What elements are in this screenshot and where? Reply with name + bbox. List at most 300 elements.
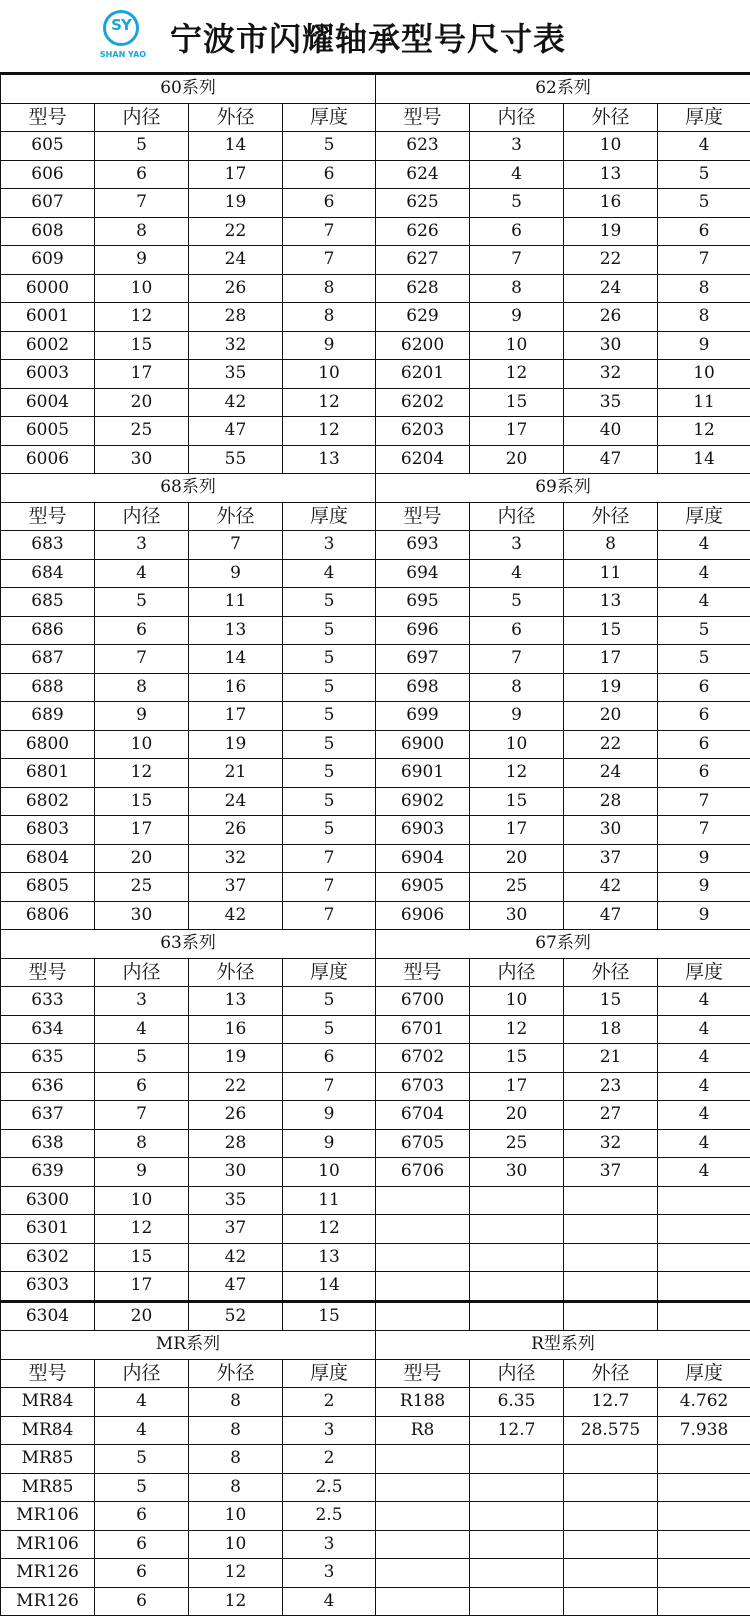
column-header-inner-diameter: 内径 (470, 1359, 564, 1388)
cell-thickness: 4 (658, 559, 750, 588)
column-header-thickness: 厚度 (283, 958, 376, 987)
cell-thickness: 5 (658, 645, 750, 674)
cell-thickness: 7 (283, 873, 376, 902)
cell-outer-diameter: 35 (189, 360, 283, 389)
column-header-inner-diameter: 内径 (95, 1359, 189, 1388)
cell-inner-diameter: 17 (470, 816, 564, 845)
cell-thickness: 5 (283, 702, 376, 731)
cell-outer-diameter: 12 (189, 1587, 283, 1616)
cell-inner-diameter (470, 1301, 564, 1331)
cell-outer-diameter: 30 (564, 816, 658, 845)
table-row (1, 873, 750, 902)
cell-thickness: 4.762 (658, 1388, 750, 1417)
table-row (1, 787, 750, 816)
cell-inner-diameter: 9 (470, 303, 564, 332)
cell-outer-diameter (564, 1559, 658, 1588)
cell-model: 625 (376, 189, 470, 218)
cell-outer-diameter: 47 (189, 1272, 283, 1302)
cell-thickness: 7 (283, 217, 376, 246)
cell-thickness: 7 (283, 901, 376, 930)
cell-thickness: 4 (658, 987, 750, 1016)
cell-inner-diameter: 12 (470, 1015, 564, 1044)
cell-model: MR85 (1, 1445, 95, 1474)
cell-thickness: 6 (658, 673, 750, 702)
cell-inner-diameter: 12 (95, 1215, 189, 1244)
cell-thickness: 13 (283, 1243, 376, 1272)
cell-thickness: 10 (283, 1158, 376, 1187)
cell-outer-diameter (564, 1186, 658, 1215)
column-header-outer-diameter: 外径 (564, 958, 658, 987)
series-title-row (1, 1331, 750, 1360)
cell-model: 6703 (376, 1072, 470, 1101)
column-header-model: 型号 (376, 502, 470, 531)
table-row (1, 645, 750, 674)
cell-inner-diameter: 3 (470, 132, 564, 161)
cell-thickness (658, 1473, 750, 1502)
series-title: 63系列 (1, 930, 376, 959)
series-title-row (1, 75, 750, 104)
cell-outer-diameter: 11 (189, 588, 283, 617)
cell-thickness: 7 (658, 816, 750, 845)
cell-inner-diameter: 12 (95, 303, 189, 332)
cell-outer-diameter: 26 (189, 1101, 283, 1130)
cell-outer-diameter: 11 (564, 559, 658, 588)
cell-thickness: 5 (658, 189, 750, 218)
page-title: 宁波市闪耀轴承型号尺寸表 (170, 20, 567, 58)
cell-model: 6204 (376, 445, 470, 474)
cell-inner-diameter: 17 (95, 360, 189, 389)
cell-inner-diameter (470, 1502, 564, 1531)
cell-thickness (658, 1502, 750, 1531)
cell-model (376, 1272, 470, 1302)
table-row (1, 1587, 750, 1616)
cell-outer-diameter: 16 (189, 673, 283, 702)
cell-outer-diameter: 47 (564, 445, 658, 474)
cell-thickness: 2.5 (283, 1502, 376, 1531)
cell-inner-diameter: 6 (95, 1502, 189, 1531)
table-row (1, 189, 750, 218)
cell-outer-diameter: 13 (564, 160, 658, 189)
cell-inner-diameter (470, 1559, 564, 1588)
cell-model (376, 1530, 470, 1559)
cell-model: 694 (376, 559, 470, 588)
cell-thickness: 7 (283, 844, 376, 873)
cell-inner-diameter: 12 (470, 759, 564, 788)
cell-model: 6003 (1, 360, 95, 389)
cell-model: 635 (1, 1044, 95, 1073)
cell-inner-diameter: 10 (470, 331, 564, 360)
cell-inner-diameter: 30 (95, 901, 189, 930)
cell-inner-diameter: 9 (95, 1158, 189, 1187)
cell-inner-diameter: 4 (470, 559, 564, 588)
cell-thickness (658, 1445, 750, 1474)
cell-thickness: 4 (658, 588, 750, 617)
cell-outer-diameter (564, 1215, 658, 1244)
column-header-thickness: 厚度 (283, 103, 376, 132)
cell-inner-diameter (470, 1587, 564, 1616)
cell-model: 6804 (1, 844, 95, 873)
column-header-inner-diameter: 内径 (470, 103, 564, 132)
cell-outer-diameter: 24 (189, 787, 283, 816)
cell-thickness (658, 1301, 750, 1331)
cell-outer-diameter: 21 (564, 1044, 658, 1073)
cell-inner-diameter: 9 (95, 702, 189, 731)
cell-outer-diameter: 37 (189, 873, 283, 902)
cell-thickness: 10 (658, 360, 750, 389)
cell-outer-diameter: 37 (564, 844, 658, 873)
cell-inner-diameter: 5 (95, 1473, 189, 1502)
cell-model: 633 (1, 987, 95, 1016)
table-row (1, 1243, 750, 1272)
cell-inner-diameter: 6 (95, 616, 189, 645)
cell-model: R8 (376, 1416, 470, 1445)
cell-outer-diameter: 26 (564, 303, 658, 332)
cell-model: 689 (1, 702, 95, 731)
column-header-row (1, 1359, 750, 1388)
cell-outer-diameter: 42 (189, 388, 283, 417)
cell-thickness: 4 (658, 132, 750, 161)
logo-letters: SY (111, 16, 131, 34)
cell-model (376, 1559, 470, 1588)
cell-inner-diameter: 7 (470, 645, 564, 674)
cell-model (376, 1587, 470, 1616)
cell-outer-diameter: 15 (564, 616, 658, 645)
cell-inner-diameter: 8 (95, 673, 189, 702)
column-header-inner-diameter: 内径 (95, 502, 189, 531)
column-header-inner-diameter: 内径 (470, 502, 564, 531)
cell-outer-diameter: 7 (189, 531, 283, 560)
cell-outer-diameter: 55 (189, 445, 283, 474)
cell-model (376, 1301, 470, 1331)
series-title-row (1, 474, 750, 503)
cell-outer-diameter: 32 (564, 1129, 658, 1158)
table-row (1, 1015, 750, 1044)
cell-inner-diameter: 25 (470, 873, 564, 902)
cell-thickness: 5 (658, 616, 750, 645)
cell-outer-diameter: 10 (189, 1530, 283, 1559)
cell-thickness: 6 (658, 759, 750, 788)
cell-model: 6304 (1, 1301, 95, 1331)
cell-outer-diameter: 23 (564, 1072, 658, 1101)
cell-thickness: 4 (658, 531, 750, 560)
cell-thickness: 2.5 (283, 1473, 376, 1502)
table-row (1, 1101, 750, 1130)
table-row (1, 673, 750, 702)
cell-model: MR126 (1, 1587, 95, 1616)
cell-thickness (658, 1587, 750, 1616)
cell-outer-diameter: 19 (564, 217, 658, 246)
cell-model: 6905 (376, 873, 470, 902)
cell-model: 6002 (1, 331, 95, 360)
cell-inner-diameter (470, 1445, 564, 1474)
table-row (1, 616, 750, 645)
cell-outer-diameter: 35 (564, 388, 658, 417)
cell-inner-diameter (470, 1473, 564, 1502)
cell-inner-diameter: 4 (95, 1015, 189, 1044)
cell-inner-diameter: 17 (95, 1272, 189, 1302)
cell-inner-diameter: 8 (470, 673, 564, 702)
column-header-thickness: 厚度 (658, 1359, 750, 1388)
cell-model: 6701 (376, 1015, 470, 1044)
cell-inner-diameter: 4 (470, 160, 564, 189)
table-row (1, 1502, 750, 1531)
cell-thickness: 3 (283, 1559, 376, 1588)
cell-model: 688 (1, 673, 95, 702)
cell-inner-diameter: 15 (470, 1044, 564, 1073)
cell-outer-diameter: 26 (189, 274, 283, 303)
cell-inner-diameter: 6 (470, 616, 564, 645)
cell-thickness: 9 (283, 1101, 376, 1130)
cell-thickness (658, 1186, 750, 1215)
cell-model: 6300 (1, 1186, 95, 1215)
cell-inner-diameter: 15 (95, 1243, 189, 1272)
page-header (0, 0, 750, 74)
cell-outer-diameter: 8 (189, 1388, 283, 1417)
column-header-thickness: 厚度 (283, 1359, 376, 1388)
series-title-row (1, 930, 750, 959)
cell-thickness: 9 (658, 331, 750, 360)
cell-model: 6201 (376, 360, 470, 389)
cell-outer-diameter (564, 1530, 658, 1559)
cell-model: 606 (1, 160, 95, 189)
cell-outer-diameter: 32 (189, 331, 283, 360)
cell-model: 6702 (376, 1044, 470, 1073)
cell-model (376, 1215, 470, 1244)
cell-model (376, 1502, 470, 1531)
cell-outer-diameter: 22 (189, 1072, 283, 1101)
cell-outer-diameter: 24 (189, 246, 283, 275)
cell-outer-diameter: 35 (189, 1186, 283, 1215)
cell-thickness: 5 (283, 1015, 376, 1044)
cell-inner-diameter: 8 (95, 1129, 189, 1158)
table-row (1, 1559, 750, 1588)
cell-outer-diameter: 13 (189, 616, 283, 645)
table-row (1, 217, 750, 246)
cell-inner-diameter: 4 (95, 1388, 189, 1417)
cell-inner-diameter: 10 (95, 274, 189, 303)
cell-inner-diameter: 10 (95, 1186, 189, 1215)
cell-model: 685 (1, 588, 95, 617)
table-row (1, 844, 750, 873)
cell-outer-diameter: 20 (564, 702, 658, 731)
cell-model: 6005 (1, 417, 95, 446)
cell-inner-diameter: 15 (470, 388, 564, 417)
cell-thickness: 14 (658, 445, 750, 474)
cell-thickness: 7 (658, 246, 750, 275)
cell-model (376, 1186, 470, 1215)
cell-outer-diameter: 19 (189, 730, 283, 759)
cell-thickness: 6 (283, 1044, 376, 1073)
cell-outer-diameter (564, 1445, 658, 1474)
cell-outer-diameter: 8 (189, 1445, 283, 1474)
cell-model: 6705 (376, 1129, 470, 1158)
cell-thickness: 9 (658, 844, 750, 873)
column-header-outer-diameter: 外径 (189, 502, 283, 531)
column-header-model: 型号 (1, 103, 95, 132)
cell-inner-diameter: 6 (470, 217, 564, 246)
table-row (1, 445, 750, 474)
cell-inner-diameter: 8 (95, 217, 189, 246)
cell-inner-diameter: 20 (470, 844, 564, 873)
cell-thickness: 7 (283, 246, 376, 275)
cell-thickness: 5 (283, 588, 376, 617)
cell-outer-diameter: 19 (564, 673, 658, 702)
cell-model: 624 (376, 160, 470, 189)
cell-inner-diameter: 20 (95, 388, 189, 417)
cell-inner-diameter: 20 (470, 1101, 564, 1130)
cell-model: 629 (376, 303, 470, 332)
cell-outer-diameter: 32 (189, 844, 283, 873)
cell-model: 6805 (1, 873, 95, 902)
cell-inner-diameter: 15 (470, 787, 564, 816)
table-row (1, 1158, 750, 1187)
cell-thickness: 5 (283, 759, 376, 788)
cell-thickness: 4 (658, 1044, 750, 1073)
column-header-outer-diameter: 外径 (564, 103, 658, 132)
table-row (1, 132, 750, 161)
cell-model: 6901 (376, 759, 470, 788)
cell-thickness: 5 (658, 160, 750, 189)
cell-model: 6006 (1, 445, 95, 474)
cell-outer-diameter (564, 1243, 658, 1272)
cell-model: 6806 (1, 901, 95, 930)
column-header-row (1, 502, 750, 531)
cell-outer-diameter: 17 (189, 702, 283, 731)
table-row (1, 702, 750, 731)
cell-thickness: 7.938 (658, 1416, 750, 1445)
cell-inner-diameter (470, 1215, 564, 1244)
column-header-outer-diameter: 外径 (189, 1359, 283, 1388)
cell-outer-diameter (564, 1473, 658, 1502)
cell-thickness: 3 (283, 1416, 376, 1445)
cell-thickness: 11 (283, 1186, 376, 1215)
cell-outer-diameter: 21 (189, 759, 283, 788)
cell-model: 683 (1, 531, 95, 560)
cell-thickness: 5 (283, 616, 376, 645)
cell-thickness: 8 (658, 274, 750, 303)
cell-inner-diameter: 10 (470, 987, 564, 1016)
column-header-thickness: 厚度 (658, 103, 750, 132)
cell-outer-diameter (564, 1272, 658, 1302)
cell-model: MR84 (1, 1388, 95, 1417)
cell-model (376, 1445, 470, 1474)
column-header-thickness: 厚度 (283, 502, 376, 531)
table-row (1, 331, 750, 360)
column-header-model: 型号 (376, 1359, 470, 1388)
cell-thickness: 12 (283, 388, 376, 417)
cell-model: 6906 (376, 901, 470, 930)
cell-model: MR106 (1, 1502, 95, 1531)
cell-model: 6203 (376, 417, 470, 446)
cell-outer-diameter: 12 (189, 1559, 283, 1588)
shan-yao-logo (93, 10, 153, 66)
cell-inner-diameter: 7 (470, 246, 564, 275)
cell-inner-diameter: 4 (95, 1416, 189, 1445)
table-row (1, 1473, 750, 1502)
cell-inner-diameter: 6 (95, 1559, 189, 1588)
cell-inner-diameter: 17 (470, 1072, 564, 1101)
cell-thickness (658, 1530, 750, 1559)
cell-model: 639 (1, 1158, 95, 1187)
series-title: MR系列 (1, 1331, 376, 1360)
column-header-outer-diameter: 外径 (189, 103, 283, 132)
cell-inner-diameter: 6 (95, 1587, 189, 1616)
cell-outer-diameter: 16 (564, 189, 658, 218)
cell-inner-diameter: 25 (470, 1129, 564, 1158)
cell-model: 6303 (1, 1272, 95, 1302)
table-row (1, 246, 750, 275)
cell-thickness: 13 (283, 445, 376, 474)
column-header-outer-diameter: 外径 (564, 502, 658, 531)
cell-outer-diameter: 8 (189, 1416, 283, 1445)
cell-inner-diameter: 3 (95, 987, 189, 1016)
table-row (1, 531, 750, 560)
cell-outer-diameter: 13 (564, 588, 658, 617)
series-title: 67系列 (376, 930, 750, 959)
cell-model: 609 (1, 246, 95, 275)
table-row (1, 1416, 750, 1445)
cell-inner-diameter: 5 (470, 588, 564, 617)
table-row (1, 360, 750, 389)
table-body (1, 75, 750, 1616)
cell-thickness: 11 (658, 388, 750, 417)
cell-outer-diameter: 37 (564, 1158, 658, 1187)
table-row (1, 1072, 750, 1101)
cell-outer-diameter: 24 (564, 759, 658, 788)
table-row (1, 1129, 750, 1158)
cell-outer-diameter: 22 (564, 246, 658, 275)
cell-model: 684 (1, 559, 95, 588)
cell-model: 634 (1, 1015, 95, 1044)
cell-model: 627 (376, 246, 470, 275)
column-header-model: 型号 (1, 958, 95, 987)
table-row (1, 1445, 750, 1474)
cell-model: 6903 (376, 816, 470, 845)
column-header-inner-diameter: 内径 (470, 958, 564, 987)
cell-thickness: 7 (283, 1072, 376, 1101)
cell-model: 6706 (376, 1158, 470, 1187)
series-title: 60系列 (1, 75, 376, 104)
table-row (1, 588, 750, 617)
cell-model: 638 (1, 1129, 95, 1158)
cell-outer-diameter: 15 (564, 987, 658, 1016)
cell-inner-diameter: 10 (95, 730, 189, 759)
cell-model: 698 (376, 673, 470, 702)
logo-name: SHAN YAO (99, 50, 147, 59)
cell-model: 6200 (376, 331, 470, 360)
cell-outer-diameter: 12.7 (564, 1388, 658, 1417)
column-header-outer-diameter: 外径 (189, 958, 283, 987)
cell-model: 695 (376, 588, 470, 617)
column-header-thickness: 厚度 (658, 958, 750, 987)
cell-model: 607 (1, 189, 95, 218)
table-row (1, 303, 750, 332)
cell-inner-diameter: 17 (95, 816, 189, 845)
cell-inner-diameter: 12.7 (470, 1416, 564, 1445)
cell-thickness: 4 (283, 559, 376, 588)
cell-outer-diameter: 28 (189, 1129, 283, 1158)
cell-inner-diameter (470, 1243, 564, 1272)
cell-model: 6704 (376, 1101, 470, 1130)
table-row (1, 1530, 750, 1559)
cell-model: 6902 (376, 787, 470, 816)
cell-thickness: 12 (283, 417, 376, 446)
cell-thickness: 4 (658, 1072, 750, 1101)
cell-outer-diameter: 8 (564, 531, 658, 560)
cell-outer-diameter: 16 (189, 1015, 283, 1044)
cell-outer-diameter: 52 (189, 1301, 283, 1331)
cell-thickness: 4 (283, 1587, 376, 1616)
